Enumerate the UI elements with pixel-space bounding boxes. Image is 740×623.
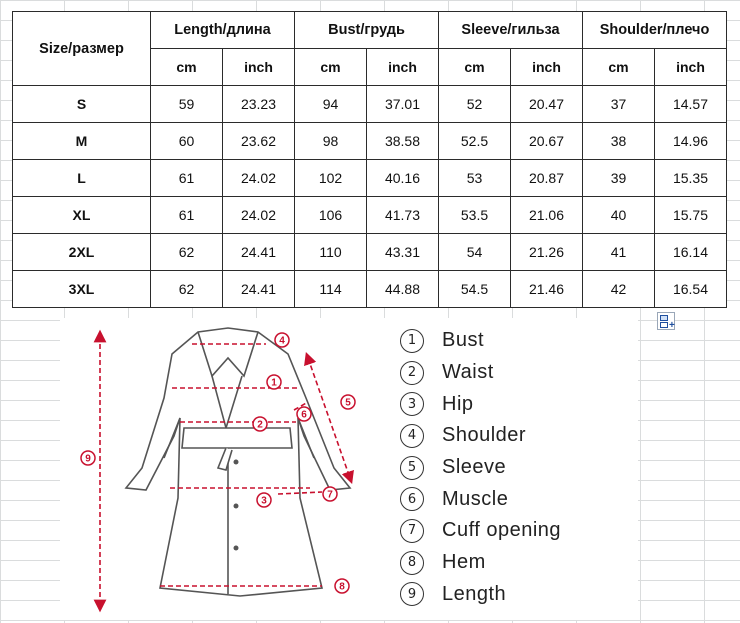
table-cell: 39: [583, 160, 655, 197]
table-cell: 44.88: [367, 271, 439, 308]
svg-text:3: 3: [261, 495, 267, 507]
unit-cm: cm: [439, 49, 511, 86]
unit-inch: inch: [367, 49, 439, 86]
legend-label: Muscle: [442, 487, 509, 510]
legend-number: 2: [400, 361, 424, 385]
legend-label: Hip: [442, 392, 474, 415]
table-cell: 24.02: [223, 197, 295, 234]
measurement-legend: [400, 325, 561, 610]
svg-text:9: 9: [85, 453, 91, 465]
svg-text:5: 5: [345, 397, 351, 409]
legend-item: [400, 452, 561, 484]
legend-item: [400, 547, 561, 579]
table-cell: 60: [151, 123, 223, 160]
marker-shoulder: [275, 333, 289, 347]
coat-diagram: [60, 318, 400, 620]
legend-number: 5: [400, 456, 424, 480]
legend-number: 9: [400, 582, 424, 606]
svg-text:7: 7: [327, 489, 333, 501]
size-cell: M: [13, 123, 151, 160]
svg-text:8: 8: [339, 581, 345, 593]
legend-item: [400, 515, 561, 547]
table-cell: 59: [151, 86, 223, 123]
table-cell: 61: [151, 197, 223, 234]
table-cell: 37: [583, 86, 655, 123]
size-header: Size/размер: [13, 12, 151, 86]
table-cell: 43.31: [367, 234, 439, 271]
table-cell: 42: [583, 271, 655, 308]
table-cell: 21.46: [511, 271, 583, 308]
marker-length: [81, 451, 95, 465]
table-cell: 53.5: [439, 197, 511, 234]
table-cell: 54.5: [439, 271, 511, 308]
table-cell: 52.5: [439, 123, 511, 160]
table-cell: 16.54: [655, 271, 727, 308]
table-cell: 14.57: [655, 86, 727, 123]
table-row: [13, 123, 727, 160]
table-row: [13, 271, 727, 308]
size-cell: 2XL: [13, 234, 151, 271]
table-cell: 41.73: [367, 197, 439, 234]
size-chart-table: [12, 11, 727, 308]
paste-icon-part: [660, 315, 668, 321]
legend-item: [400, 325, 561, 357]
legend-number: 1: [400, 329, 424, 353]
legend-number: 6: [400, 487, 424, 511]
table-cell: 37.01: [367, 86, 439, 123]
legend-item: [400, 579, 561, 611]
table-cell: 20.67: [511, 123, 583, 160]
marker-hip: [257, 493, 271, 507]
legend-number: 3: [400, 392, 424, 416]
legend-item: [400, 420, 561, 452]
table-cell: 61: [151, 160, 223, 197]
legend-item: [400, 388, 561, 420]
unit-cm: cm: [583, 49, 655, 86]
table-cell: 62: [151, 271, 223, 308]
svg-text:1: 1: [271, 377, 277, 389]
table-row: [13, 160, 727, 197]
table-cell: 38.58: [367, 123, 439, 160]
table-cell: 53: [439, 160, 511, 197]
paste-icon-part: [660, 322, 668, 328]
table-cell: 62: [151, 234, 223, 271]
paste-icon-plus: +: [669, 320, 675, 331]
length-header: Length/длина: [151, 12, 295, 49]
legend-label: Waist: [442, 361, 494, 384]
legend-label: Length: [442, 582, 507, 605]
table-cell: 24.41: [223, 234, 295, 271]
table-cell: 24.41: [223, 271, 295, 308]
table-cell: 15.35: [655, 160, 727, 197]
table-cell: 106: [295, 197, 367, 234]
legend-number: 8: [400, 551, 424, 575]
legend-label: Sleeve: [442, 456, 507, 479]
table-cell: 38: [583, 123, 655, 160]
unit-inch: inch: [511, 49, 583, 86]
marker-muscle: [297, 407, 311, 421]
table-row: [13, 197, 727, 234]
table-header-row: [13, 12, 727, 49]
unit-cm: cm: [151, 49, 223, 86]
table-cell: 16.14: [655, 234, 727, 271]
size-cell: 3XL: [13, 271, 151, 308]
unit-cm: cm: [295, 49, 367, 86]
paste-options-icon[interactable]: [657, 312, 675, 330]
table-cell: 94: [295, 86, 367, 123]
legend-item: [400, 357, 561, 389]
table-cell: 15.75: [655, 197, 727, 234]
legend-number: 7: [400, 519, 424, 543]
svg-text:2: 2: [257, 419, 263, 431]
table-cell: 114: [295, 271, 367, 308]
table-cell: 98: [295, 123, 367, 160]
unit-inch: inch: [655, 49, 727, 86]
table-row: [13, 86, 727, 123]
unit-inch: inch: [223, 49, 295, 86]
table-cell: 40: [583, 197, 655, 234]
table-cell: 21.06: [511, 197, 583, 234]
size-cell: XL: [13, 197, 151, 234]
table-cell: 102: [295, 160, 367, 197]
table-cell: 54: [439, 234, 511, 271]
table-cell: 24.02: [223, 160, 295, 197]
size-cell: S: [13, 86, 151, 123]
marker-cuff-opening: [323, 487, 337, 501]
table-cell: 110: [295, 234, 367, 271]
size-cell: L: [13, 160, 151, 197]
svg-text:6: 6: [301, 409, 307, 421]
table-cell: 40.16: [367, 160, 439, 197]
svg-text:4: 4: [279, 335, 285, 347]
table-cell: 52: [439, 86, 511, 123]
legend-label: Bust: [442, 329, 485, 352]
table-cell: 20.47: [511, 86, 583, 123]
table-cell: 41: [583, 234, 655, 271]
table-row: [13, 234, 727, 271]
legend-label: Hem: [442, 551, 486, 574]
marker-sleeve: [341, 395, 355, 409]
table-cell: 23.23: [223, 86, 295, 123]
legend-item: [400, 483, 561, 515]
table-cell: 23.62: [223, 123, 295, 160]
table-cell: 14.96: [655, 123, 727, 160]
marker-bust: [267, 375, 281, 389]
legend-label: Shoulder: [442, 424, 527, 447]
shoulder-header: Shoulder/плечо: [583, 12, 727, 49]
table-cell: 20.87: [511, 160, 583, 197]
legend-number: 4: [400, 424, 424, 448]
bust-header: Bust/грудь: [295, 12, 439, 49]
sleeve-header: Sleeve/гильза: [439, 12, 583, 49]
marker-waist: [253, 417, 267, 431]
legend-label: Cuff opening: [442, 519, 562, 542]
table-cell: 21.26: [511, 234, 583, 271]
marker-hem: [335, 579, 349, 593]
